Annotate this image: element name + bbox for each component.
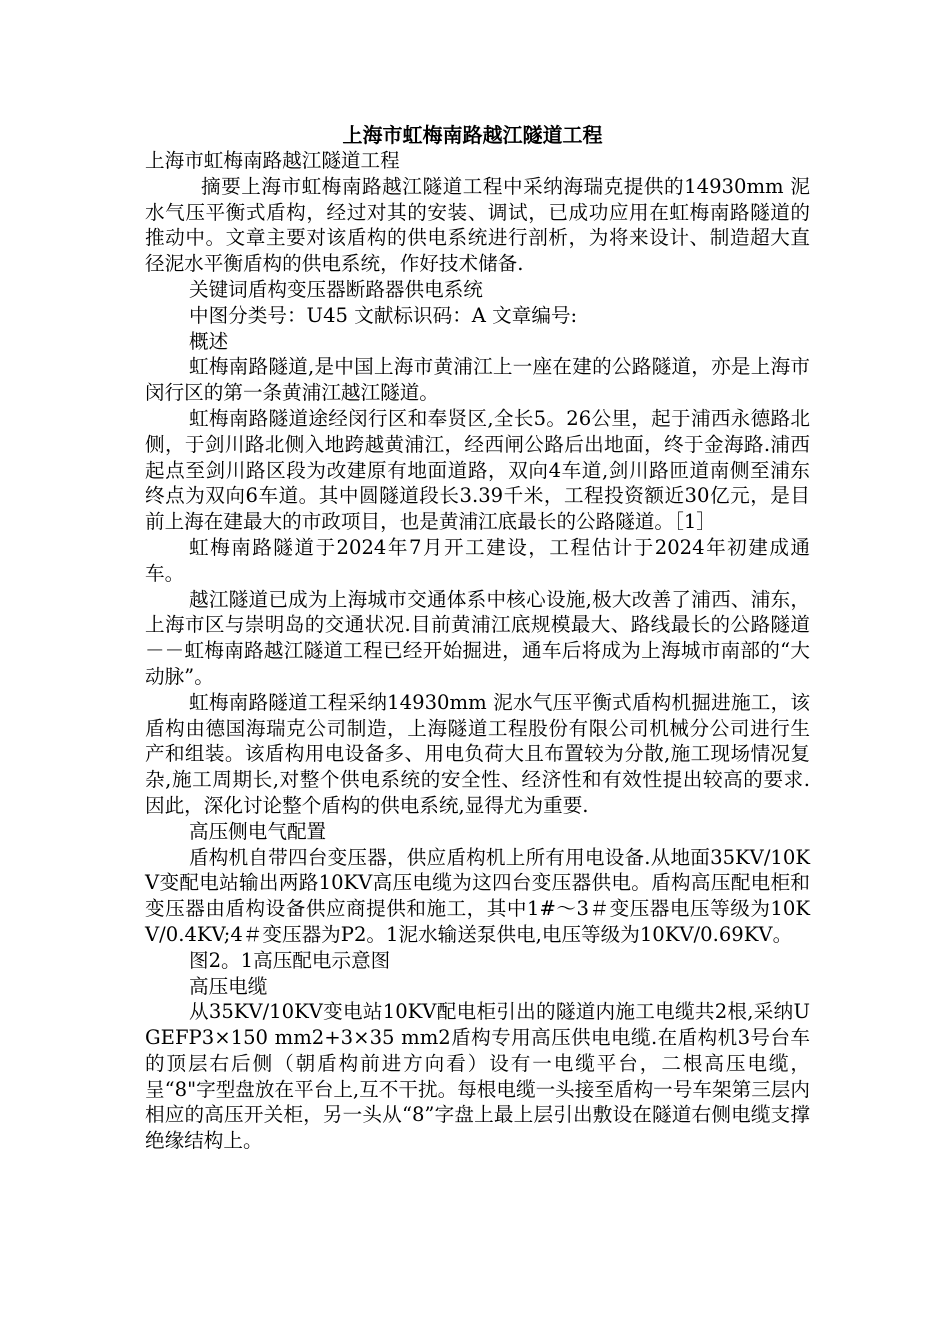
body-paragraph: 盾构机自带四台变压器，供应盾构机上所有用电设备.从地面35KV/10KV变配电站输出两路10KV高压电缆为这四台变压器供电。盾构高压配电柜和变压器由盾构设备供应商提供和施工，其中1#～3＃变压器电压等级为10KV/0.4KV;4＃变压器为P2。1泥水输送泵供电,电压等级为10KV/0.69KV。 bbox=[145, 845, 810, 946]
body-paragraph: 虹梅南路隧道途经闵行区和奉贤区,全长5。26公里，起于浦西永德路北侧，于剑川路北侧入地跨越黄浦江，经西闸公路后出地面，终于金海路.浦西起点至剑川路区段为改建原有地面道路，双向4车道,剑川路匝道南侧至浦东终点为双向6车道。其中圆隧道段长3.39千米，工程投资额近30亿元，是目前上海在建最大的市政项目，也是黄浦江底最长的公路隧道。［1］ bbox=[145, 406, 810, 534]
document-title: 上海市虹梅南路越江隧道工程 bbox=[342, 123, 603, 147]
section-heading-overview: 概述 bbox=[189, 329, 229, 353]
section-heading-hv-config: 高压侧电气配置 bbox=[189, 819, 327, 843]
body-paragraph: 虹梅南路隧道于2024年7月开工建设，工程估计于2024年初建成通车。 bbox=[145, 535, 810, 585]
keywords-line: 关键词盾构变压器断路器供电系统 bbox=[189, 277, 483, 301]
abstract-paragraph: 摘要上海市虹梅南路越江隧道工程中采纳海瑞克提供的14930mm 泥水气压平衡式盾构，经过对其的安装、调试，已成功应用在虹梅南路隧道的推动中。文章主要对该盾构的供电系统进行剖析，为将来设计、制造超大直径泥水平衡盾构的供电系统，作好技术储备. bbox=[145, 174, 810, 276]
classification-line: 中图分类号：U45 文献标识码：A 文章编号: bbox=[189, 303, 578, 327]
body-paragraph: 虹梅南路隧道工程采纳14930mm 泥水气压平衡式盾构机掘进施工，该盾构由德国海瑞克公司制造，上海隧道工程股份有限公司机械分公司进行生产和组装。该盾构用电设备多、用电负荷大且布置较为分散,施工现场情况复杂,施工周期长,对整个供电系统的安全性、经济性和有效性提出较高的要求.因此，深化讨论整个盾构的供电系统,显得尤为重要. bbox=[145, 690, 810, 817]
figure-caption: 图2。1高压配电示意图 bbox=[189, 948, 391, 972]
subtitle-line: 上海市虹梅南路越江隧道工程 bbox=[145, 149, 400, 172]
document-body bbox=[145, 122, 810, 1154]
body-paragraph: 越江隧道已成为上海城市交通体系中核心设施,极大改善了浦西、浦东，上海市区与崇明岛的交通状况.目前黄浦江底规模最大、路线最长的公路隧道－－虹梅南路越江隧道工程已经开始掘进，通车后将成为上海城市南部的“大动脉”。 bbox=[145, 587, 810, 688]
body-paragraph: 从35KV/10KV变电站10KV配电柜引出的隧道内施工电缆共2根,采纳UGEFP3×150 mm2+3×35 mm2盾构专用高压供电电缆.在盾构机3号台车的顶层右后侧（朝盾构前进方向看）设有一电缆平台，二根高压电缆，呈“8"字型盘放在平台上,互不干扰。每根电缆一头接至盾构一号车架第三层内相应的高压开关柜，另一头从“8”字盘上最上层引出敷设在隧道右侧电缆支撑绝缘结构上。 bbox=[145, 1000, 810, 1153]
body-paragraph: 虹梅南路隧道,是中国上海市黄浦江上一座在建的公路隧道，亦是上海市闵行区的第一条黄浦江越江隧道。 bbox=[145, 355, 810, 405]
section-heading-hv-cable: 高压电缆 bbox=[189, 974, 268, 998]
